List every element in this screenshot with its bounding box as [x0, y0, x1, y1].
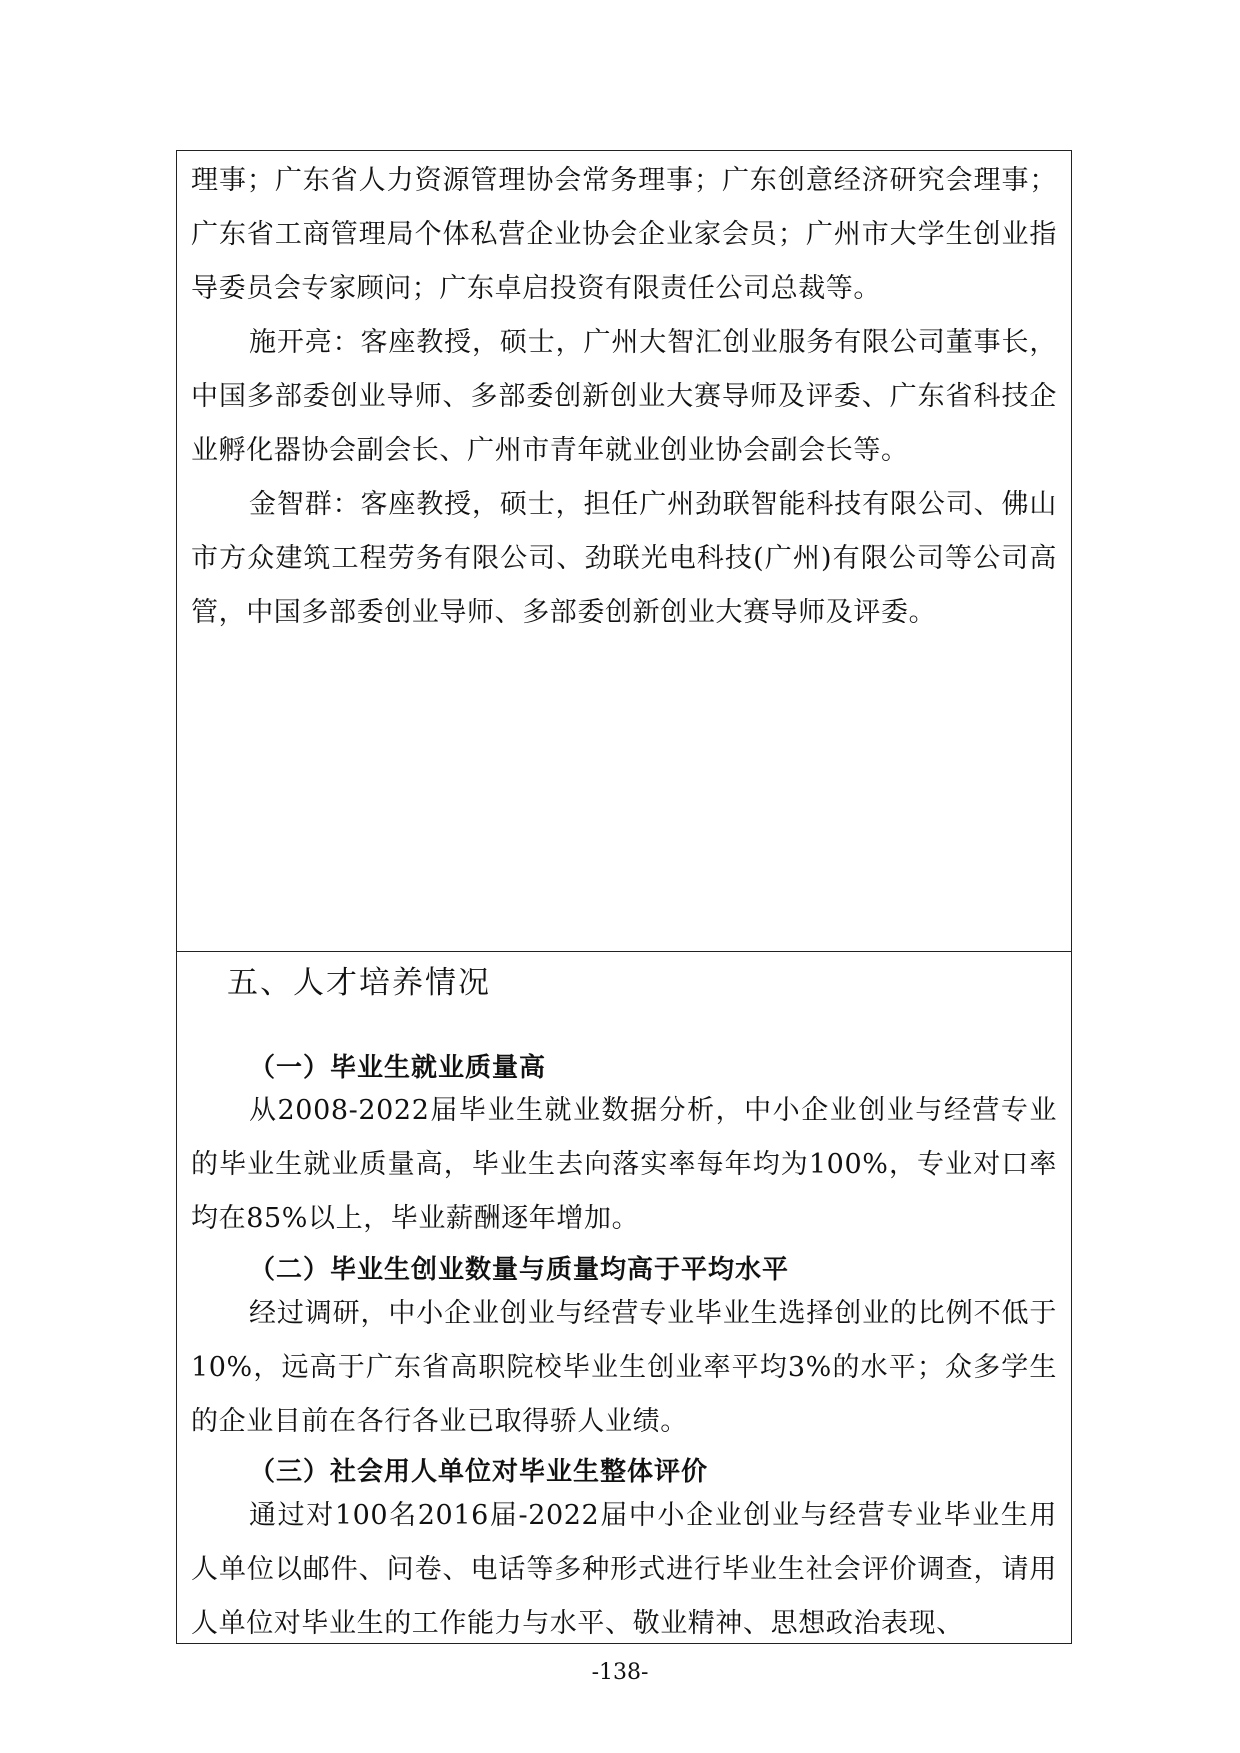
- paragraph-continued-bio: 理事；广东省人力资源管理协会常务理事；广东创意经济研究会理事；广东省工商管理局个体私营企业协会企业家会员；广州市大学生创业指导委员会专家顾问；广东卓启投资有限责任公司总裁等。: [191, 165, 1057, 304]
- table-cell-instructors: [177, 151, 1071, 952]
- paragraph-entrepreneurship: 经过调研，中小企业创业与经营专业毕业生选择创业的比例不低于10%，远高于广东省高职院校毕业生创业率平均3%的水平；众多学生的企业目前在各行各业已取得骄人业绩。: [191, 1298, 1057, 1437]
- subsection-title-employment: （一）毕业生就业质量高: [249, 1053, 547, 1083]
- subsection-title-entrepreneurship: （二）毕业生创业数量与质量均高于平均水平: [249, 1255, 790, 1285]
- subsection-title-employer-evaluation: （三）社会用人单位对毕业生整体评价: [249, 1457, 709, 1487]
- table-cell-talent-training: [177, 952, 1071, 1645]
- paragraph-instructor-shi: 施开亮：客座教授，硕士，广州大智汇创业服务有限公司董事长，中国多部委创业导师、多部委创新创业大赛导师及评委、广东省科技企业孵化器协会副会长、广州市青年就业创业协会副会长等。: [191, 327, 1057, 466]
- section-title: 五、人才培养情况: [227, 965, 491, 1001]
- page-number: -138-: [591, 1660, 649, 1685]
- paragraph-instructor-jin: 金智群：客座教授，硕士，担任广州劲联智能科技有限公司、佛山市方众建筑工程劳务有限公司、劲联光电科技(广州)有限公司等公司高管，中国多部委创业导师、多部委创新创业大赛导师及评委。: [191, 489, 1057, 628]
- paragraph-employer-evaluation: 通过对100名2016届-2022届中小企业创业与经营专业毕业生用人单位以邮件、问卷、电话等多种形式进行毕业生社会评价调查，请用人单位对毕业生的工作能力与水平、敬业精神、思想政治表现、: [191, 1500, 1057, 1639]
- content-table: [176, 150, 1072, 1644]
- paragraph-employment: 从2008-2022届毕业生就业数据分析，中小企业创业与经营专业的毕业生就业质量高，毕业生去向落实率每年均为100%，专业对口率均在85%以上，毕业薪酬逐年增加。: [191, 1095, 1057, 1234]
